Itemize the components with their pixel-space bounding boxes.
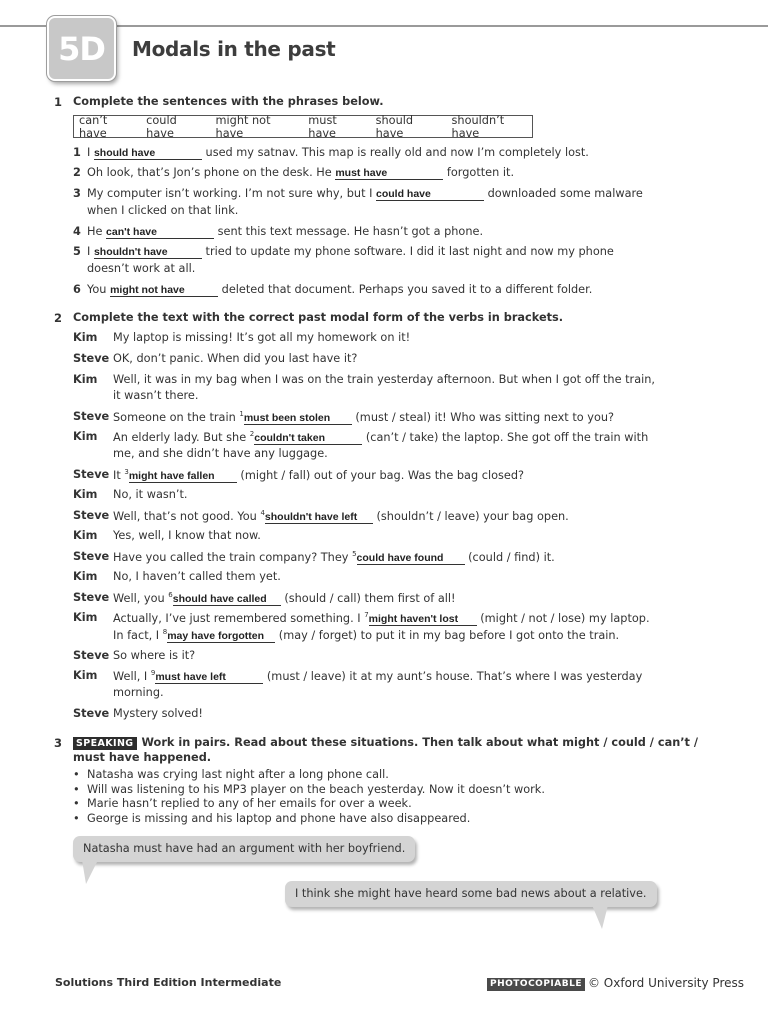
list-item: • George is missing and his laptop and phone have also disappeared. bbox=[73, 812, 545, 827]
speech-bubble-tail bbox=[80, 860, 100, 886]
speaker-name: Kim bbox=[73, 529, 98, 542]
speaker-name: Steve bbox=[73, 410, 110, 423]
gap-number: 2 bbox=[249, 430, 255, 438]
list-item: • Natasha was crying last night after a long phone call. bbox=[73, 768, 545, 783]
phrase-box bbox=[73, 115, 533, 138]
dialogue-continuation: me, and she didn’t have any luggage. bbox=[113, 447, 328, 460]
dialogue-text: Well, that’s not good. You bbox=[113, 510, 261, 523]
unit-badge: 5D bbox=[47, 16, 116, 81]
answer-blank[interactable]: shouldn't have left bbox=[265, 511, 373, 524]
sentence-text: deleted that document. Perhaps you saved it to a different folder. bbox=[218, 283, 593, 296]
dialogue-line bbox=[113, 591, 456, 606]
question-sentence bbox=[87, 166, 514, 180]
dialogue-continuation: it wasn’t there. bbox=[113, 389, 199, 402]
sentence-text: I bbox=[87, 146, 94, 159]
speaker-name: Steve bbox=[73, 707, 110, 720]
dialogue-text: (might / not / lose) my laptop. bbox=[476, 612, 650, 625]
dialogue-line bbox=[113, 430, 648, 445]
speaker-name: Steve bbox=[73, 468, 110, 481]
answer-blank[interactable]: might have fallen bbox=[129, 470, 237, 483]
gap-number: 3 bbox=[124, 468, 129, 476]
list-item: • Marie hasn’t replied to any of her emails for over a week. bbox=[73, 797, 545, 812]
dialogue-text: Have you called the train company? They bbox=[113, 551, 353, 564]
dialogue-line: OK, don’t panic. When did you last have it? bbox=[113, 352, 358, 365]
answer-blank[interactable]: couldn't taken bbox=[254, 432, 362, 445]
question-number: 5 bbox=[73, 245, 81, 258]
dialogue-text: (should / call) them first of all! bbox=[280, 592, 456, 605]
gap-number: 5 bbox=[352, 550, 357, 558]
answer-blank[interactable]: must been stolen bbox=[244, 412, 352, 425]
speaker-name: Steve bbox=[73, 550, 110, 563]
publisher-name: © Oxford University Press bbox=[587, 976, 744, 990]
question-sentence bbox=[87, 283, 592, 297]
sentence-text: I bbox=[87, 245, 94, 258]
footer-copyright bbox=[487, 976, 744, 991]
speaker-name: Kim bbox=[73, 331, 98, 344]
page-title: Modals in the past bbox=[132, 37, 336, 61]
speaker-name: Kim bbox=[73, 611, 98, 624]
speech-bubble-1: Natasha must have had an argument with her boyfriend. bbox=[73, 836, 415, 862]
dialogue-text: (must / leave) it at my aunt’s house. That’s where I was yesterday bbox=[263, 670, 643, 683]
gap-number: 1 bbox=[239, 410, 244, 418]
phrase-item: could have bbox=[146, 113, 177, 140]
question-sentence bbox=[87, 245, 614, 259]
answer-blank[interactable]: must have left bbox=[155, 671, 263, 684]
sentence-text: used my satnav. This map is really old and now I’m completely lost. bbox=[201, 146, 589, 159]
speaker-name: Kim bbox=[73, 430, 98, 443]
question-number: 2 bbox=[73, 166, 81, 179]
gap-number: 8 bbox=[162, 628, 168, 636]
exercise-3-instruction-cont: must have happened. bbox=[73, 751, 212, 764]
sentence-text: He bbox=[87, 225, 107, 238]
sentence-text: Oh look, that’s Jon’s phone on the desk. He bbox=[87, 166, 336, 179]
speaker-name: Steve bbox=[73, 509, 110, 522]
sentence-text: My computer isn’t working. I’m not sure why, but I bbox=[87, 187, 377, 200]
dialogue-text: Someone on the train bbox=[113, 411, 240, 424]
question-sentence bbox=[87, 225, 483, 239]
dialogue-text: (shouldn’t / leave) your bag open. bbox=[372, 510, 569, 523]
dialogue-line bbox=[113, 669, 642, 684]
dialogue-line: No, it wasn’t. bbox=[113, 488, 188, 501]
answer-blank[interactable]: may have forgotten bbox=[167, 630, 275, 643]
question-number: 6 bbox=[73, 283, 81, 296]
answer-blank[interactable]: can't have bbox=[106, 226, 214, 239]
answer-blank[interactable]: shouldn't have bbox=[94, 246, 202, 259]
answer-blank[interactable]: might haven't lost bbox=[369, 613, 477, 626]
dialogue-text: An elderly lady. But she bbox=[113, 431, 250, 444]
footer-book-title: Solutions Third Edition Intermediate bbox=[55, 976, 282, 989]
phrase-item: should have bbox=[375, 113, 414, 140]
gap-number: 6 bbox=[168, 591, 173, 599]
question-sentence bbox=[87, 187, 643, 201]
dialogue-line: Mystery solved! bbox=[113, 707, 203, 720]
dialogue-line bbox=[113, 509, 569, 524]
dialogue-text: (can’t / take) the laptop. She got off the train with bbox=[362, 431, 649, 444]
dialogue-text: Well, I bbox=[113, 670, 151, 683]
dialogue-line bbox=[113, 468, 524, 483]
exercise-1-number: 1 bbox=[54, 95, 63, 109]
exercise-2-number: 2 bbox=[54, 311, 63, 325]
sentence-text: forgotten it. bbox=[443, 166, 515, 179]
sentence-text: tried to update my phone software. I did it last night and now my phone bbox=[201, 245, 614, 258]
exercise-1-instruction: Complete the sentences with the phrases below. bbox=[73, 95, 384, 108]
exercise-2-instruction: Complete the text with the correct past modal form of the verbs in brackets. bbox=[73, 311, 564, 324]
dialogue-line bbox=[113, 410, 614, 425]
exercise-3-instruction bbox=[73, 736, 698, 750]
gap-number: 4 bbox=[260, 509, 265, 517]
sentence-continuation: when I clicked on that link. bbox=[87, 204, 239, 217]
phrase-item: might not have bbox=[215, 113, 271, 140]
question-number: 4 bbox=[73, 225, 81, 238]
dialogue-text: (might / fall) out of your bag. Was the bag closed? bbox=[236, 469, 524, 482]
answer-blank[interactable]: should have bbox=[94, 147, 202, 160]
phrase-item: must have bbox=[308, 113, 337, 140]
dialogue-line: So where is it? bbox=[113, 649, 196, 662]
speech-bubble-tail bbox=[590, 905, 610, 931]
phrase-item: can’t have bbox=[79, 113, 108, 140]
sentence-text: You bbox=[87, 283, 111, 296]
dialogue-line bbox=[113, 550, 555, 565]
phrase-item: shouldn’t have bbox=[451, 113, 505, 140]
dialogue-text: In fact, I bbox=[113, 629, 163, 642]
exercise-3-number: 3 bbox=[54, 736, 63, 750]
dialogue-text: (must / steal) it! Who was sitting next to you? bbox=[351, 411, 615, 424]
dialogue-line bbox=[113, 611, 650, 626]
speaker-name: Kim bbox=[73, 373, 98, 386]
dialogue-text: Actually, I’ve just remembered something. I bbox=[113, 612, 365, 625]
speaker-name: Kim bbox=[73, 488, 98, 501]
dialogue-continuation: morning. bbox=[113, 686, 164, 699]
dialogue-continuation bbox=[113, 628, 619, 643]
question-number: 3 bbox=[73, 187, 81, 200]
dialogue-line: No, I haven’t called them yet. bbox=[113, 570, 281, 583]
speaker-name: Steve bbox=[73, 352, 110, 365]
question-sentence bbox=[87, 146, 589, 160]
speaking-tag: SPEAKING bbox=[73, 737, 137, 750]
dialogue-text: (could / find) it. bbox=[464, 551, 555, 564]
speaker-name: Kim bbox=[73, 570, 98, 583]
question-number: 1 bbox=[73, 146, 81, 159]
answer-blank[interactable]: must have bbox=[335, 167, 443, 180]
sentence-continuation: doesn’t work at all. bbox=[87, 262, 196, 275]
answer-blank[interactable]: should have called bbox=[173, 593, 281, 606]
gap-number: 7 bbox=[364, 611, 369, 619]
answer-blank[interactable]: could have bbox=[376, 188, 484, 201]
dialogue-text: It bbox=[113, 469, 125, 482]
speech-bubble-2: I think she might have heard some bad news about a relative. bbox=[285, 881, 657, 907]
instruction-text: Work in pairs. Read about these situations. Then talk about what might / could / can’t / bbox=[141, 736, 698, 749]
answer-blank[interactable]: could have found bbox=[357, 552, 465, 565]
sentence-text: sent this text message. He hasn’t got a phone. bbox=[214, 225, 484, 238]
dialogue-line: Yes, well, I know that now. bbox=[113, 529, 261, 542]
speaker-name: Steve bbox=[73, 591, 110, 604]
answer-blank[interactable]: might not have bbox=[110, 284, 218, 297]
dialogue-line: Well, it was in my bag when I was on the train yesterday afternoon. But when I got off the train, bbox=[113, 373, 656, 386]
speaker-name: Kim bbox=[73, 669, 98, 682]
list-item: • Will was listening to his MP3 player on the beach yesterday. Now it doesn’t work. bbox=[73, 783, 545, 798]
dialogue-line: My laptop is missing! It’s got all my homework on it! bbox=[113, 331, 411, 344]
gap-number: 9 bbox=[150, 669, 156, 677]
sentence-text: downloaded some malware bbox=[484, 187, 643, 200]
photocopiable-tag: PHOTOCOPIABLE bbox=[487, 978, 585, 991]
dialogue-text: (may / forget) to put it in my bag before I got onto the train. bbox=[275, 629, 620, 642]
dialogue-text: Well, you bbox=[113, 592, 169, 605]
situation-list bbox=[73, 768, 545, 827]
speaker-name: Steve bbox=[73, 649, 110, 662]
